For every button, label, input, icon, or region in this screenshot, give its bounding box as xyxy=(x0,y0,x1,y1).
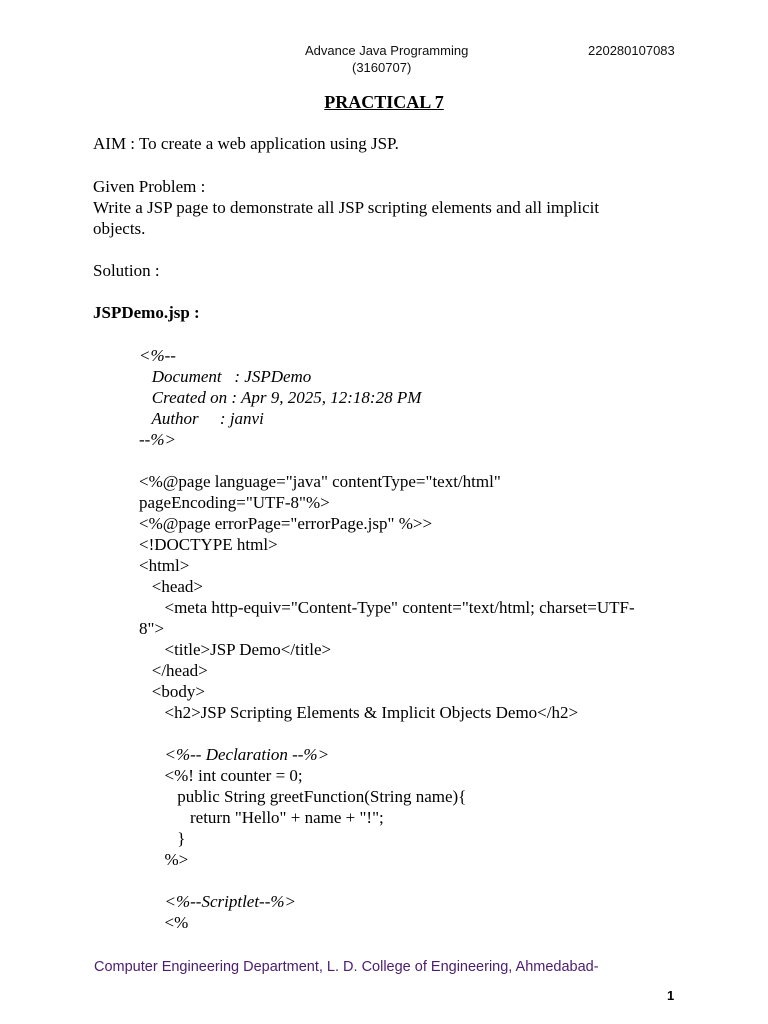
page-footer: Computer Engineering Department, L. D. College of Engineering, Ahmedabad- xyxy=(94,959,599,975)
code-line xyxy=(139,723,635,744)
code-line: <%-- xyxy=(139,346,176,365)
code-line: return "Hello" + name + "!"; xyxy=(139,808,384,827)
code-line: <h2>JSP Scripting Elements & Implicit Objects Demo</h2> xyxy=(139,703,579,722)
code-line: pageEncoding="UTF-8"%> xyxy=(139,493,330,512)
header-course-code: (3160707) xyxy=(352,60,412,75)
code-line: <head> xyxy=(139,577,204,596)
solution-label: Solution : xyxy=(93,261,160,280)
code-line: Author : janvi xyxy=(139,409,264,428)
code-line: } xyxy=(139,829,186,848)
code-line: <% xyxy=(139,913,189,932)
problem-text-line-1: Write a JSP page to demonstrate all JSP scripting elements and all implicit xyxy=(93,198,600,217)
code-line: <!DOCTYPE html> xyxy=(139,535,278,554)
code-line: Created on : Apr 9, 2025, 12:18:28 PM xyxy=(139,388,422,407)
code-line: --%> xyxy=(139,430,176,449)
code-line: <%! int counter = 0; xyxy=(139,766,303,785)
code-line: <body> xyxy=(139,682,205,701)
code-line xyxy=(139,450,635,471)
code-line: Document : JSPDemo xyxy=(139,367,312,386)
code-line: <title>JSP Demo</title> xyxy=(139,640,332,659)
code-line: 8"> xyxy=(139,619,165,638)
aim-text: AIM : To create a web application using JSP. xyxy=(93,134,399,153)
practical-title: PRACTICAL 7 xyxy=(324,92,444,112)
code-line: <%@page errorPage="errorPage.jsp" %>> xyxy=(139,514,433,533)
code-line xyxy=(139,870,635,891)
code-line: <html> xyxy=(139,556,190,575)
code-line: <%-- Declaration --%> xyxy=(139,745,330,764)
code-line: public String greetFunction(String name){ xyxy=(139,787,467,806)
code-line: <%@page language="java" contentType="text/html" xyxy=(139,472,501,491)
code-line: </head> xyxy=(139,661,208,680)
header-enrollment-number: 220280107083 xyxy=(588,43,675,58)
code-block xyxy=(139,345,635,933)
header-course-title: Advance Java Programming xyxy=(305,43,469,58)
code-line: <%--Scriptlet--%> xyxy=(139,892,297,911)
given-problem-label: Given Problem : xyxy=(93,177,206,196)
problem-text-line-2: objects. xyxy=(93,219,146,238)
code-line: %> xyxy=(139,850,189,869)
code-line: <meta http-equiv="Content-Type" content="text/html; charset=UTF- xyxy=(139,598,635,617)
page-number: 1 xyxy=(667,988,675,1003)
file-name-heading: JSPDemo.jsp : xyxy=(93,303,200,322)
